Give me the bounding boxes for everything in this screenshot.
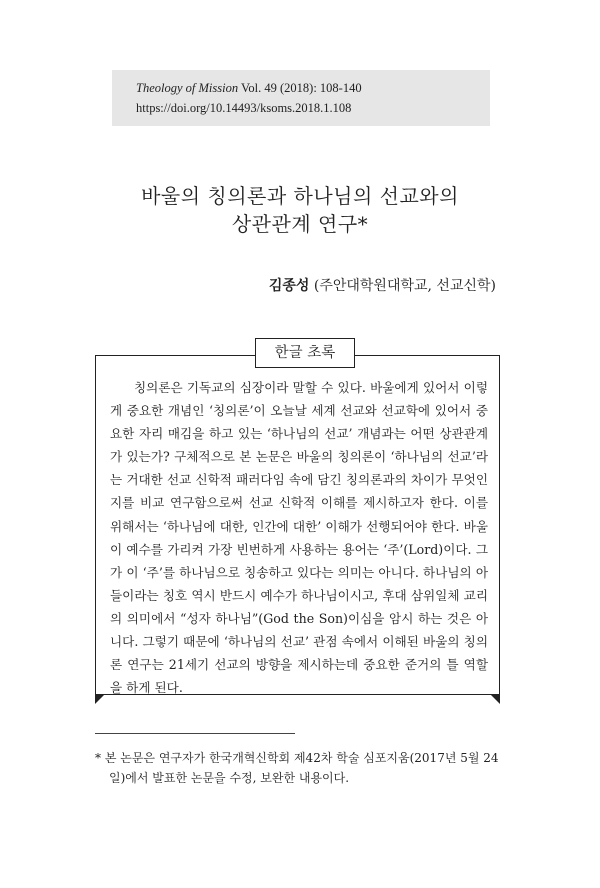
journal-citation-box bbox=[112, 70, 490, 126]
journal-volume-info: Vol. 49 (2018): 108-140 bbox=[241, 81, 362, 95]
author-affiliation: (주안대학원대학교, 선교신학) bbox=[313, 278, 496, 294]
abstract-text: 칭의론은 기독교의 심장이라 말할 수 있다. 바울에게 있어서 이렇게 중요한 개념인 ‘칭의론’이 오늘날 세계 선교와 선교학에 있어서 중요한 자리 매김을 하고 있는 ‘하나님의 선교’ 개념과는 어떤 상관관계가 있는가? 구체적으로 본 논문은 바울의 칭의론이 ‘하나님의 선교’라는 거대한 선교 신학적 패러다임 속에 담긴 칭의론과의 차이가 무엇인지를 비교 연구함으로써 선교 신학적 이해를 제시하고자 한다. 이를 위해서는 ‘하나님에 대한, 인간에 대한’ 이해가 선행되어야 한다. 바울이 예수를 가리켜 가장 빈번하게 사용하는 용어는 ‘주’(Lord)이다. 그가 이 ‘주’를 하나님으로 칭송하고 있다는 의미는 아니다. 하나님의 아들이라는 칭호 역시 반드시 예수가 하나님이시고, 후대 삼위일체 교리의 의미에서 “성자 하나님”(God the Son)이심을 암시 하는 것은 아니다. 그렇기 때문에 ‘하나님의 선교’ 관점 속에서 이해된 바울의 칭의론 연구는 21세기 선교의 방향을 제시하는데 중요한 준거의 틀 역할을 하게 된다. bbox=[110, 380, 488, 696]
footnote-divider bbox=[95, 733, 295, 734]
footnote-text: 본 논문은 연구자가 한국개혁신학회 제42차 학술 심포지움(2017년 5월 24일)에서 발표한 논문을 수정, 보완한 내용이다. bbox=[104, 751, 499, 785]
author-name: 김종성 bbox=[268, 278, 310, 294]
abstract-corner-left bbox=[95, 694, 105, 704]
paper-title-line-2: 상관관계 연구* bbox=[231, 212, 369, 236]
paper-title-line-1: 바울의 칭의론과 하나님의 선교와의 bbox=[141, 184, 459, 208]
footnote-marker: * bbox=[95, 751, 101, 765]
journal-doi[interactable]: https://doi.org/10.14493/ksoms.2018.1.108 bbox=[136, 101, 352, 115]
footnote bbox=[95, 748, 505, 788]
journal-name: Theology of Mission bbox=[136, 81, 239, 95]
journal-line bbox=[136, 78, 490, 98]
abstract-corner-right bbox=[490, 694, 500, 704]
abstract-heading: 한글 초록 bbox=[255, 338, 355, 368]
author-line bbox=[269, 275, 496, 295]
